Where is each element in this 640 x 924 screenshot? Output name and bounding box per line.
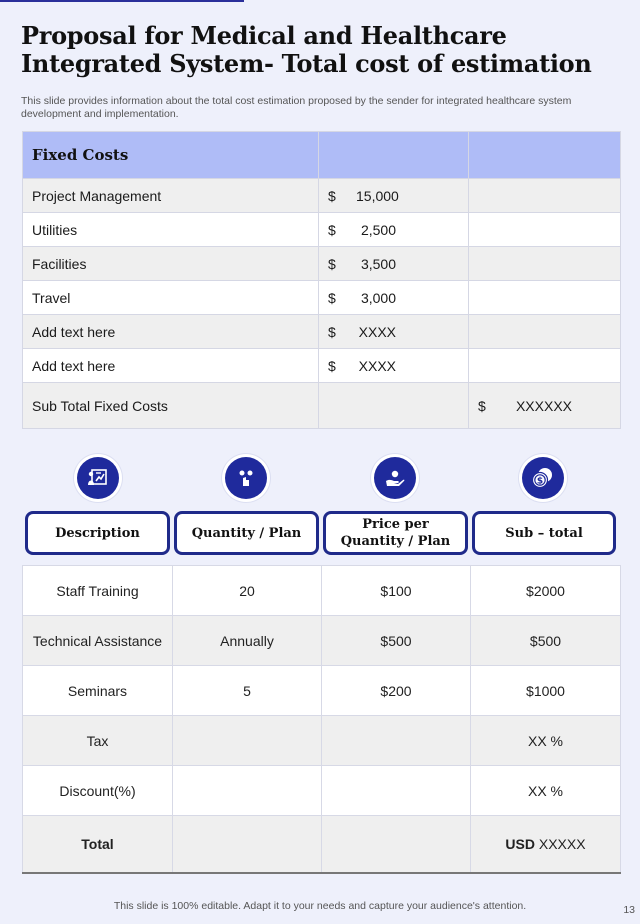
fixed-cost-empty bbox=[469, 349, 621, 383]
amount-value: 15,000 bbox=[356, 187, 399, 204]
amount-value: 2,500 bbox=[360, 221, 396, 238]
fixed-cost-amount bbox=[319, 179, 469, 213]
currency-symbol: $ bbox=[478, 397, 486, 414]
fixed-cost-label: Travel bbox=[23, 281, 319, 315]
page-title: Proposal for Medical and Healthcare Integrated System- Total cost of estimation bbox=[21, 21, 592, 78]
column-header-description bbox=[25, 511, 170, 555]
amount-value: 3,500 bbox=[360, 255, 396, 272]
description-cell: Discount(%) bbox=[23, 766, 173, 816]
cost-detail-table bbox=[22, 565, 621, 874]
currency-symbol: $ bbox=[328, 221, 336, 238]
currency-symbol: $ bbox=[328, 187, 336, 204]
description-cell: Staff Training bbox=[23, 566, 173, 616]
subtotal-amount bbox=[469, 383, 621, 429]
fixed-costs-header-row bbox=[23, 132, 621, 179]
svg-text:$: $ bbox=[536, 476, 544, 487]
subtotal-cell: $2000 bbox=[471, 566, 621, 616]
amount-value: XXXX bbox=[358, 323, 396, 340]
team-icon-badge bbox=[222, 454, 270, 502]
fixed-cost-amount bbox=[319, 213, 469, 247]
top-accent-rule bbox=[0, 0, 244, 2]
currency-symbol: $ bbox=[328, 323, 336, 340]
fixed-costs-heading: Fixed Costs bbox=[23, 132, 319, 179]
fixed-cost-amount bbox=[319, 281, 469, 315]
column-header-label: Quantity / Plan bbox=[177, 514, 316, 552]
presentation-icon-badge bbox=[74, 454, 122, 502]
fixed-cost-amount bbox=[319, 315, 469, 349]
fixed-costs-header-cell bbox=[319, 132, 469, 179]
fixed-cost-empty bbox=[469, 179, 621, 213]
fixed-cost-row bbox=[23, 281, 621, 315]
fixed-cost-row bbox=[23, 315, 621, 349]
fixed-cost-label: Add text here bbox=[23, 349, 319, 383]
column-header-price bbox=[323, 511, 468, 555]
quantity-cell bbox=[173, 766, 322, 816]
total-value-cell bbox=[471, 816, 621, 874]
subtotal-cell: XX % bbox=[471, 766, 621, 816]
fixed-cost-empty bbox=[469, 247, 621, 281]
currency-symbol: $ bbox=[328, 255, 336, 272]
fixed-cost-subtotal-row bbox=[23, 383, 621, 429]
team-icon bbox=[225, 457, 267, 499]
column-header-quantity bbox=[174, 511, 319, 555]
description-cell: Seminars bbox=[23, 666, 173, 716]
fixed-costs-header-cell bbox=[469, 132, 621, 179]
price-cell bbox=[322, 716, 471, 766]
price-cell: $200 bbox=[322, 666, 471, 716]
fixed-cost-empty bbox=[469, 213, 621, 247]
subtotal-cell: XX % bbox=[471, 716, 621, 766]
column-header-label: Description bbox=[28, 514, 167, 552]
fixed-cost-row bbox=[23, 179, 621, 213]
coins-icon bbox=[522, 457, 564, 499]
quantity-cell: 20 bbox=[173, 566, 322, 616]
table-row bbox=[23, 566, 621, 616]
fixed-cost-amount bbox=[319, 349, 469, 383]
total-label: Total bbox=[23, 816, 173, 874]
fixed-cost-empty bbox=[469, 281, 621, 315]
table-row bbox=[23, 766, 621, 816]
total-empty bbox=[173, 816, 322, 874]
currency-symbol: $ bbox=[328, 289, 336, 306]
fixed-cost-row bbox=[23, 349, 621, 383]
page-subtitle: This slide provides information about the total cost estimation proposed by the sender for integrated healthcare system development and implementation. bbox=[21, 95, 572, 120]
column-header-label: Price per Quantity / Plan bbox=[326, 514, 465, 552]
fixed-cost-label: Add text here bbox=[23, 315, 319, 349]
fixed-cost-row bbox=[23, 213, 621, 247]
amount-value: 3,000 bbox=[360, 289, 396, 306]
amount-value: XXXXXX bbox=[515, 397, 572, 414]
subtotal-cell: $1000 bbox=[471, 666, 621, 716]
total-row bbox=[23, 816, 621, 874]
footer-note: This slide is 100% editable. Adapt it to your needs and capture your audience's attention. bbox=[113, 900, 527, 912]
presentation-icon bbox=[77, 457, 119, 499]
total-empty bbox=[322, 816, 471, 874]
currency-symbol: $ bbox=[328, 357, 336, 374]
fixed-cost-row bbox=[23, 247, 621, 281]
price-cell bbox=[322, 766, 471, 816]
fixed-cost-label: Facilities bbox=[23, 247, 319, 281]
column-header-subtotal bbox=[472, 511, 616, 555]
quantity-cell bbox=[173, 716, 322, 766]
column-header-label: Sub – total bbox=[475, 514, 613, 552]
amount-value: XXXX bbox=[358, 357, 396, 374]
quantity-cell: 5 bbox=[173, 666, 322, 716]
fixed-cost-label: Project Management bbox=[23, 179, 319, 213]
table-row bbox=[23, 666, 621, 716]
description-cell: Technical Assistance bbox=[23, 616, 173, 666]
table-row bbox=[23, 716, 621, 766]
total-value: XXXXX bbox=[538, 836, 586, 852]
total-currency-label: USD bbox=[505, 836, 535, 852]
fixed-cost-amount bbox=[319, 247, 469, 281]
hand-money-icon-badge bbox=[371, 454, 419, 502]
fixed-costs-table bbox=[22, 131, 621, 429]
price-cell: $500 bbox=[322, 616, 471, 666]
hand-money-icon bbox=[374, 457, 416, 499]
coins-icon-badge bbox=[519, 454, 567, 502]
subtotal-cell: $500 bbox=[471, 616, 621, 666]
fixed-cost-label: Utilities bbox=[23, 213, 319, 247]
fixed-cost-empty bbox=[469, 315, 621, 349]
subtotal-empty bbox=[319, 383, 469, 429]
subtotal-label: Sub Total Fixed Costs bbox=[23, 383, 319, 429]
quantity-cell: Annually bbox=[173, 616, 322, 666]
page-number: 13 bbox=[623, 904, 635, 916]
description-cell: Tax bbox=[23, 716, 173, 766]
table-row bbox=[23, 616, 621, 666]
price-cell: $100 bbox=[322, 566, 471, 616]
